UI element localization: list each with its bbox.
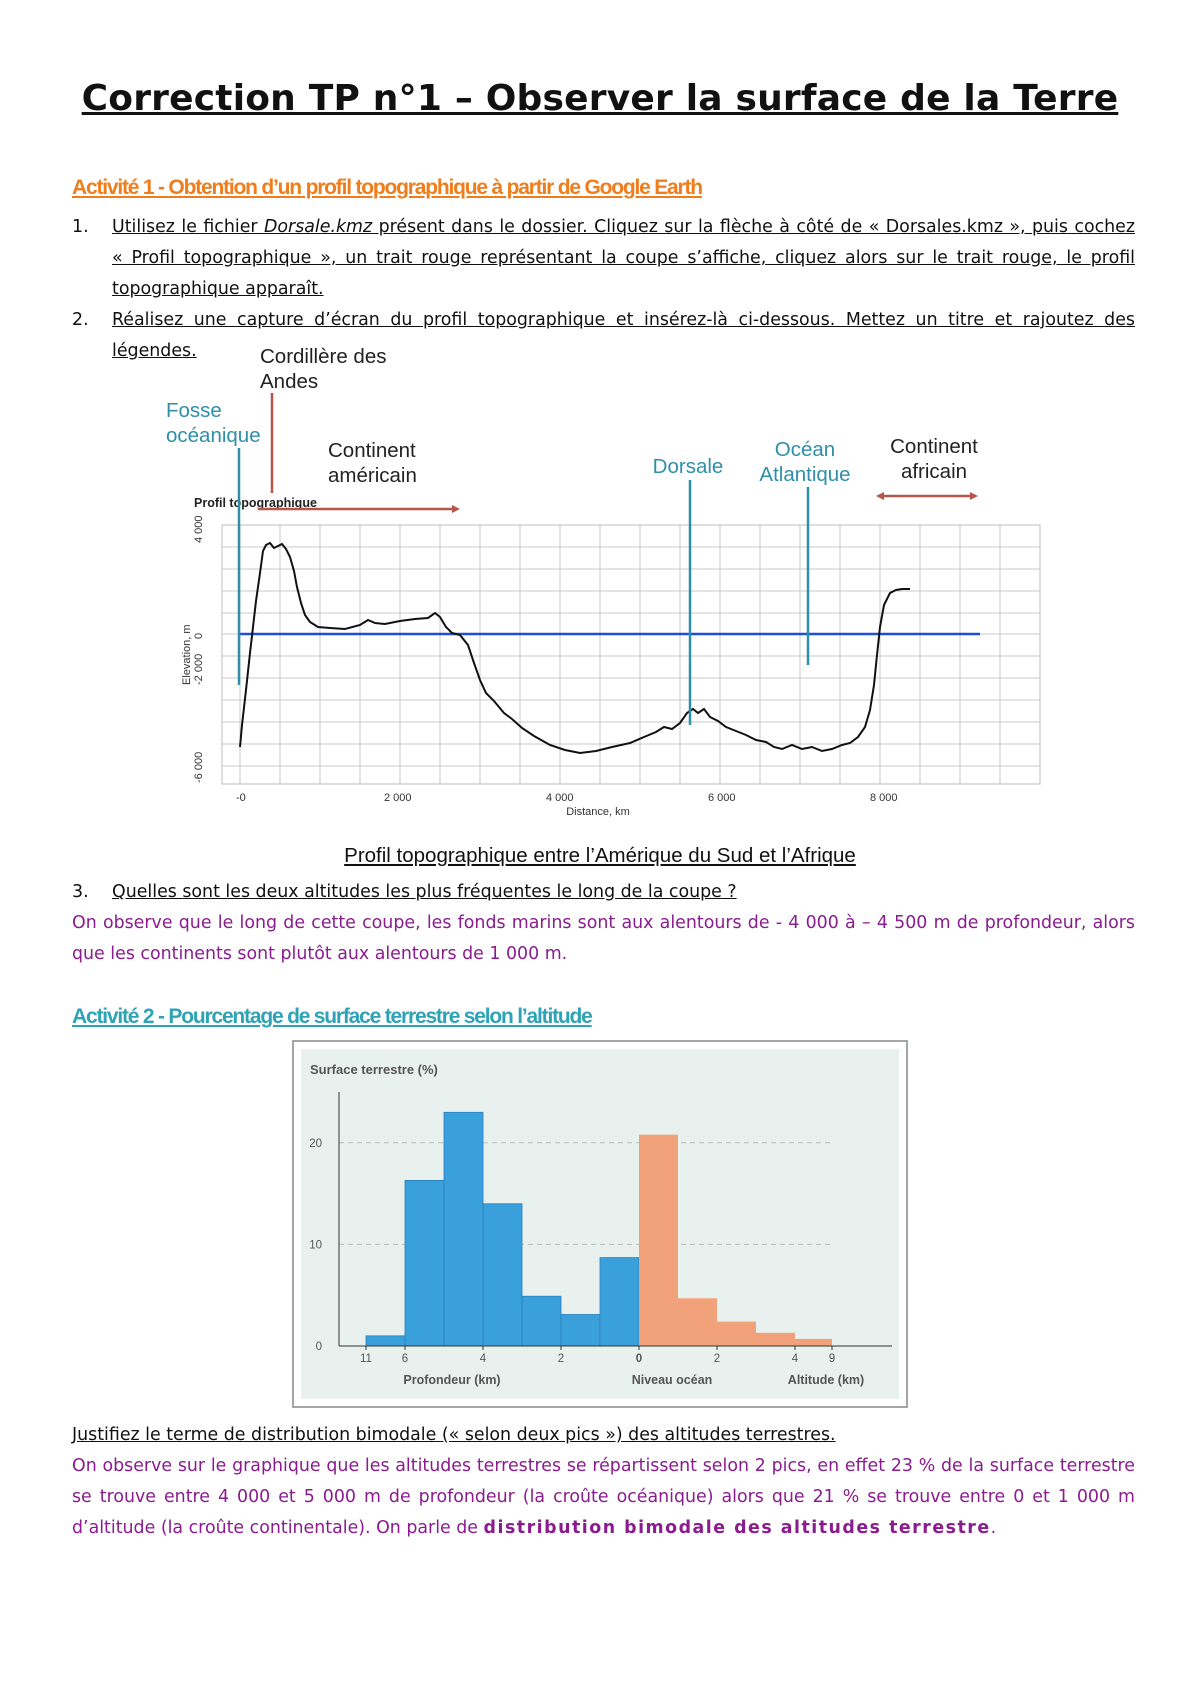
activity2-answer: On observe sur le graphique que les altitudes terrestres se répartissent selon 2 pics, en effet 23 % de la surface terrestre se trouve entre 4 000 et 5 000 m de profondeur (la croûte océanique) alors que 21 % se trouve entre 0 et 1 000 m d’altitude (la croûte continentale). On parle de distribution bimodale des altitudes terrestre. (72, 1456, 1135, 1538)
activity2-question: Justifiez le terme de distribution bimodale (« selon deux pics ») des altitudes terrestres. (72, 1425, 836, 1445)
topographic-profile (160, 345, 1080, 845)
histogram-bar (561, 1315, 600, 1346)
x-label-sea: Niveau océan (631, 1373, 713, 1387)
x-tick-label: 2 (713, 1353, 721, 1365)
histogram-bar (522, 1296, 561, 1346)
label-fosse-1: Fosse (166, 399, 222, 422)
chart-title: Surface terrestre (%) (310, 1062, 438, 1077)
label-fosse-2: océanique (166, 424, 261, 447)
page-title: Correction TP n°1 – Observer la surface de la Terre (81, 78, 1119, 119)
x-tick-label: 4 (479, 1353, 487, 1365)
activity1-heading: Activité 1 - Obtention d’un profil topographique à partir de Google Earth (72, 176, 702, 199)
item-text: Quelles sont les deux altitudes les plus fréquentes le long de la coupe ? (112, 882, 737, 902)
item-number: 2. (72, 310, 89, 330)
label-ocean-2: Atlantique (759, 463, 851, 486)
label-continent-africain-2: africain (900, 460, 968, 483)
profile-inner-title: Profil topographique (194, 496, 317, 510)
activity1-answer: On observe que le long de cette coupe, les fonds marins sont aux alentours de - 4 000 à – 4 500 m de profondeur, alors que les continents sont plutôt aux alentours de 1 000 m. (72, 913, 1135, 964)
y-tick: 4 000 (193, 515, 205, 543)
y-tick: -6 000 (193, 751, 205, 783)
y-axis-label: Elevation, m (181, 624, 193, 685)
x-label-altitude: Altitude (km) (787, 1373, 865, 1387)
arrow-head-icon (970, 492, 978, 500)
profile-caption: Profil topographique entre l’Amérique du Sud et l’Afrique (344, 844, 856, 867)
item-text: Utilisez le fichier Dorsale.kmz présent dans le dossier. Cliquez sur la flèche à côté de « Dorsales.kmz », puis cochez « Profil topographique », un trait rouge représentant la coupe s’affiche, cliquez alors sur le trait rouge, le profil topographique apparaît. (112, 217, 1136, 299)
x-tick: 8 000 (870, 792, 898, 804)
x-tick-label: 9 (828, 1353, 836, 1365)
y-tick-label: 20 (309, 1137, 322, 1150)
list-item (72, 212, 1135, 305)
altitude-histogram (292, 1040, 908, 1408)
histogram-bar (444, 1112, 483, 1346)
arrow-head-icon (876, 492, 884, 500)
y-tick-label: 10 (309, 1239, 322, 1252)
arrow-head-icon (452, 505, 460, 513)
histogram-bar (639, 1135, 678, 1346)
x-tick-label: 11 (360, 1353, 372, 1365)
x-axis-label: Distance, km (566, 806, 630, 818)
y-tick: 0 (193, 632, 205, 639)
histogram-bar (756, 1333, 795, 1346)
histogram-bar (717, 1322, 756, 1346)
x-tick-label: 4 (791, 1353, 799, 1365)
x-tick: 2 000 (384, 792, 412, 804)
histogram-bar (678, 1298, 717, 1346)
label-dorsale: Dorsale (652, 455, 724, 478)
label-continent-americain-1: Continent (328, 439, 416, 462)
item-text: Réalisez une capture d’écran du profil topographique et insérez-là ci-dessous. Mettez un titre et rajoutez des légendes. (112, 310, 1135, 361)
item-number: 1. (72, 217, 89, 237)
histogram-bar (366, 1336, 405, 1346)
x-tick-label: 2 (557, 1353, 565, 1365)
histogram-bar (795, 1339, 832, 1346)
histogram-bar (483, 1204, 522, 1346)
activity2-heading: Activité 2 - Pourcentage de surface terrestre selon l’altitude (72, 1005, 592, 1028)
item-number: 3. (72, 882, 89, 902)
x-tick: 4 000 (546, 792, 574, 804)
label-continent-americain-2: américain (328, 464, 417, 487)
label-cordillere-1: Cordillère des (260, 345, 387, 368)
y-tick: -2 000 (193, 653, 205, 685)
x-tick: 6 000 (708, 792, 736, 804)
x-tick-label: 0 (635, 1353, 643, 1365)
y-tick-label: 0 (315, 1341, 322, 1353)
x-tick-label: 6 (401, 1353, 409, 1365)
histogram-bar (405, 1180, 444, 1346)
label-cordillere-2: Andes (260, 370, 319, 393)
x-tick: -0 (236, 792, 246, 804)
x-label-depth: Profondeur (km) (403, 1373, 501, 1387)
histogram-bar (600, 1258, 639, 1346)
list-item (72, 877, 1135, 908)
q3-list (72, 877, 1135, 908)
label-continent-africain-1: Continent (890, 435, 978, 458)
activity1-list (72, 212, 1135, 367)
label-ocean-1: Océan (774, 438, 836, 461)
profile-grid (222, 525, 1040, 784)
